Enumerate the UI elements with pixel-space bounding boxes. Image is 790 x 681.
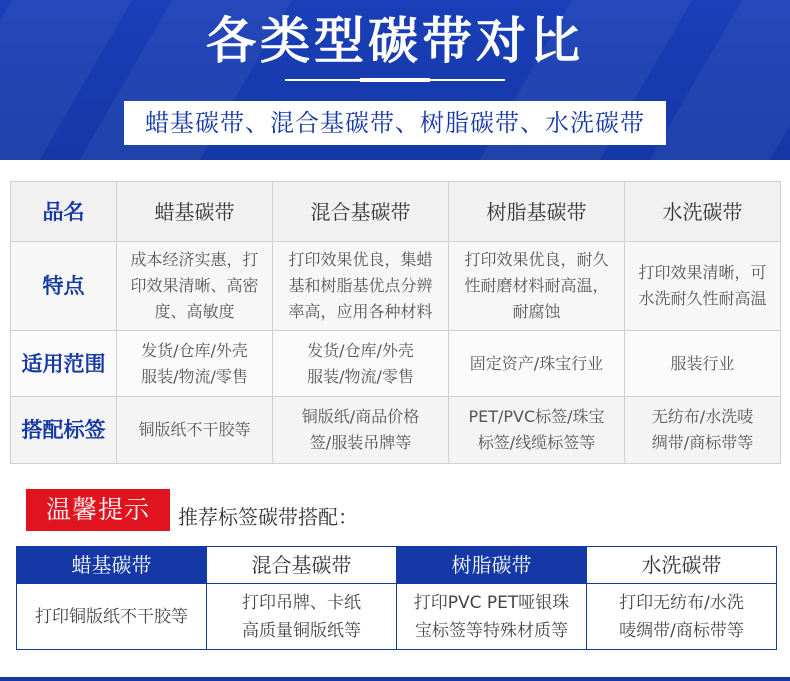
row-header-labels: 搭配标签 — [11, 397, 117, 464]
pairing-header-washable: 水洗碳带 — [587, 547, 777, 584]
cell-line: 绸带/商标带等 — [651, 433, 754, 452]
cell-line: 无纺布/水洗唛 — [651, 407, 754, 426]
comparison-table — [10, 181, 781, 464]
cell-line: 标签/线缆标签等 — [477, 433, 596, 452]
table-cell — [117, 331, 273, 397]
cell-line: 印效果清晰、高密 — [130, 276, 259, 295]
pairing-header-resin: 树脂碳带 — [397, 547, 587, 584]
cell-line: 铜版纸/商品价格 — [301, 407, 420, 426]
table-cell — [449, 397, 625, 464]
cell-line: 高质量铜版纸等 — [242, 620, 361, 641]
cell-line: 宝标签等特殊材质等 — [415, 620, 568, 641]
table-row-labels — [11, 397, 781, 464]
cell-line: PET/PVC标签/珠宝 — [468, 407, 605, 426]
cell-line: 打印铜版纸不干胶等 — [35, 606, 188, 627]
column-header-resin: 树脂基碳带 — [449, 182, 625, 242]
cell-line: 打印无纺布/水洗 — [619, 592, 744, 613]
cell-line: 固定资产/珠宝行业 — [469, 353, 604, 373]
header-banner — [0, 0, 790, 160]
table-cell — [587, 584, 777, 650]
cell-line: 性耐磨材料耐高温， — [464, 276, 609, 295]
table-cell — [273, 331, 449, 397]
column-header-name: 品名 — [11, 182, 117, 242]
table-cell — [117, 397, 273, 464]
page-title: 各类型碳带对比 — [206, 12, 584, 70]
table-cell — [625, 397, 781, 464]
cell-line: 打印效果优良，集蜡 — [288, 250, 433, 269]
table-cell — [273, 397, 449, 464]
cell-line: 签/服装吊牌等 — [309, 433, 412, 452]
pairing-header-mixed: 混合基碳带 — [207, 547, 397, 584]
table-cell — [397, 584, 587, 650]
table-cell — [117, 242, 273, 331]
table-cell — [207, 584, 397, 650]
cell-line: 打印PVC PET哑银珠 — [413, 592, 570, 613]
column-header-wax: 蜡基碳带 — [117, 182, 273, 242]
column-header-mixed: 混合基碳带 — [273, 182, 449, 242]
cell-line: 唛绸带/商标带等 — [619, 620, 744, 641]
cell-line: 耐腐蚀 — [512, 302, 561, 321]
cell-line: 度、高敏度 — [154, 302, 235, 321]
row-header-features: 特点 — [11, 242, 117, 331]
cell-line: 铜版纸不干胶等 — [138, 420, 251, 439]
table-cell — [625, 331, 781, 397]
column-header-washable: 水洗碳带 — [625, 182, 781, 242]
pairing-table — [16, 546, 777, 650]
pairing-header-row — [17, 547, 777, 584]
comparison-header-row — [11, 182, 781, 242]
cell-line: 打印效果清晰，可 — [638, 263, 767, 282]
cell-line: 打印效果优良，耐久 — [464, 250, 609, 269]
cell-line: 服装/物流/零售 — [141, 366, 248, 386]
cell-line: 水洗耐久性耐高温 — [638, 289, 767, 308]
cell-line: 成本经济实惠，打 — [130, 250, 259, 269]
table-cell — [273, 242, 449, 331]
table-cell — [449, 331, 625, 397]
title-divider — [285, 79, 505, 81]
pairing-body-row — [17, 584, 777, 650]
cell-line: 打印吊牌、卡纸 — [242, 592, 361, 613]
cell-line: 率高，应用各种材料 — [288, 302, 433, 321]
cell-line: 发货/仓库/外壳 — [141, 340, 248, 360]
table-cell — [17, 584, 207, 650]
tips-badge: 温馨提示 — [26, 489, 170, 531]
bottom-divider — [0, 677, 790, 681]
table-row-scope — [11, 331, 781, 397]
table-cell — [625, 242, 781, 331]
cell-line: 服装行业 — [670, 353, 735, 373]
pairing-header-wax: 蜡基碳带 — [17, 547, 207, 584]
cell-line: 服装/物流/零售 — [307, 366, 414, 386]
cell-line: 基和树脂基优点分辨 — [288, 276, 433, 295]
tips-text: 推荐标签碳带搭配： — [178, 505, 358, 529]
cell-line: 发货/仓库/外壳 — [307, 340, 414, 360]
row-header-scope: 适用范围 — [11, 331, 117, 397]
table-cell — [449, 242, 625, 331]
page-subtitle: 蜡基碳带、混合基碳带、树脂碳带、水洗碳带 — [124, 101, 666, 145]
table-row-features — [11, 242, 781, 331]
